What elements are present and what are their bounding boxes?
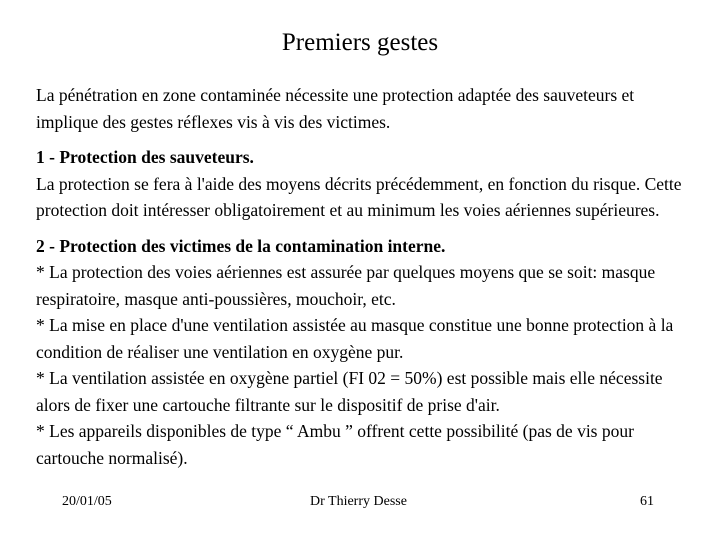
slide-body xyxy=(36,82,696,471)
bullet-item: * Les appareils disponibles de type “ Ambu ” offrent cette possibilité (pas de vis pour cartouche normalisé). xyxy=(36,421,634,468)
bullet-item: * La mise en place d'une ventilation assistée au masque constitue une bonne protection à la condition de réaliser une ventilation en oxygène pur. xyxy=(36,315,674,362)
bullet-item: * La protection des voies aériennes est assurée par quelques moyens que se soit: masque respiratoire, masque anti-poussières, mouchoir, etc. xyxy=(36,262,656,309)
section-1-text: La protection se fera à l'aide des moyens décrits précédemment, en fonction du risque. Cette protection doit intéresser obligatoirement et au minimum les voies aériennes supérieures. xyxy=(36,173,682,220)
footer-date: 20/01/05 xyxy=(62,494,112,509)
section-2-heading: 2 - Protection des victimes de la contamination interne. xyxy=(36,235,446,256)
footer-page-number: 61 xyxy=(640,494,654,509)
slide-title: Premiers gestes xyxy=(281,29,439,56)
bullet-item: * La ventilation assistée en oxygène partiel (FI 02 = 50%) est possible mais elle nécessite alors de fixer une cartouche filtrante sur le dispositif de prise d'air. xyxy=(36,368,663,415)
intro-paragraph: La pénétration en zone contaminée nécessite une protection adaptée des sauveteurs et implique des gestes réflexes vis à vis des victimes. xyxy=(36,85,635,132)
section-1-heading: 1 - Protection des sauveteurs. xyxy=(36,147,254,167)
footer-author: Dr Thierry Desse xyxy=(310,494,407,509)
